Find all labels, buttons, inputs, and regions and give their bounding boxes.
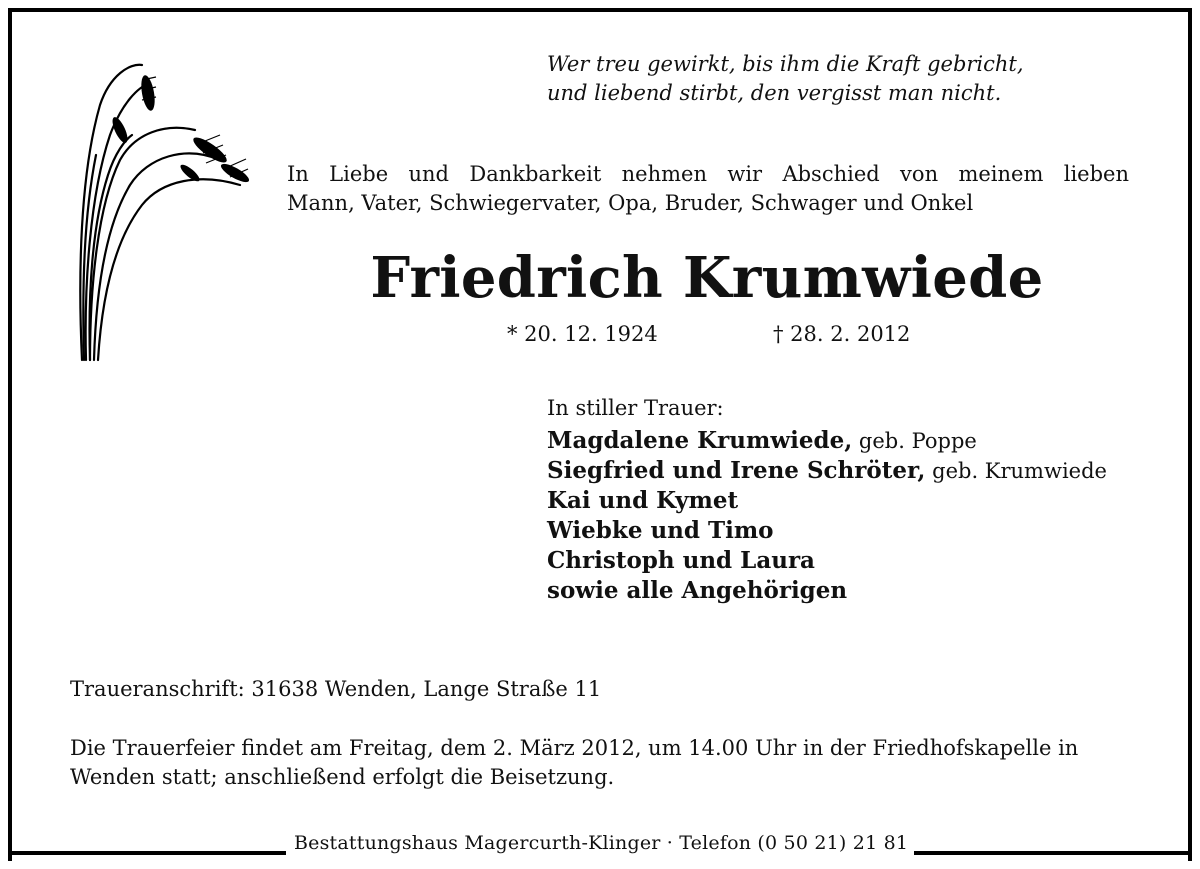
mourner-name: Christoph und Laura	[547, 547, 815, 574]
mourners-heading: In stiller Trauer:	[547, 396, 724, 420]
footer	[0, 832, 1200, 862]
intro-text	[287, 160, 1129, 218]
mourning-address: Traueranschrift: 31638 Wenden, Lange Straße 11	[70, 677, 602, 701]
intro-line-1: In Liebe und Dankbarkeit nehmen wir Abschied von meinem lieben	[287, 162, 1129, 186]
death-date: † 28. 2. 2012	[773, 322, 911, 346]
quote-line-2: und liebend stirbt, den vergisst man nicht.	[547, 81, 1002, 105]
mourner-row	[547, 576, 1107, 606]
intro-line-2: Mann, Vater, Schwiegervater, Opa, Bruder, Schwager und Onkel	[287, 191, 974, 215]
quote-line-1: Wer treu gewirkt, bis ihm die Kraft gebricht,	[547, 52, 1024, 76]
ceremony-line-2: Wenden statt; anschließend erfolgt die Beisetzung.	[70, 765, 615, 789]
mourner-row	[547, 486, 1107, 516]
mourners-list	[547, 393, 1107, 606]
quote	[547, 50, 1024, 108]
mourner-row	[547, 456, 1107, 486]
funeral-home-contact: Bestattungshaus Magercurth-Klinger · Telefon (0 50 21) 21 81	[294, 832, 909, 854]
mourner-name: Siegfried und Irene Schröter,	[547, 457, 926, 484]
grass-stalks-icon	[70, 55, 255, 365]
mourner-row	[547, 546, 1107, 576]
birth-date: * 20. 12. 1924	[507, 322, 658, 346]
mourner-note: geb. Poppe	[858, 429, 977, 453]
mourner-name: Magdalene Krumwiede,	[547, 427, 853, 454]
mourner-note: geb. Krumwiede	[932, 459, 1107, 483]
mourner-name: sowie alle Angehörigen	[547, 577, 848, 604]
footer-rule-left	[8, 851, 286, 855]
ceremony-info	[70, 734, 1160, 792]
footer-rule-right	[914, 851, 1192, 855]
mourner-row	[547, 516, 1107, 546]
deceased-name: Friedrich Krumwiede	[370, 245, 1044, 311]
mourner-row	[547, 426, 1107, 456]
ceremony-line-1: Die Trauerfeier findet am Freitag, dem 2. März 2012, um 14.00 Uhr in der Friedhofskapelle in	[70, 736, 1079, 760]
mourner-name: Kai und Kymet	[547, 487, 739, 514]
mourner-name: Wiebke und Timo	[547, 517, 774, 544]
